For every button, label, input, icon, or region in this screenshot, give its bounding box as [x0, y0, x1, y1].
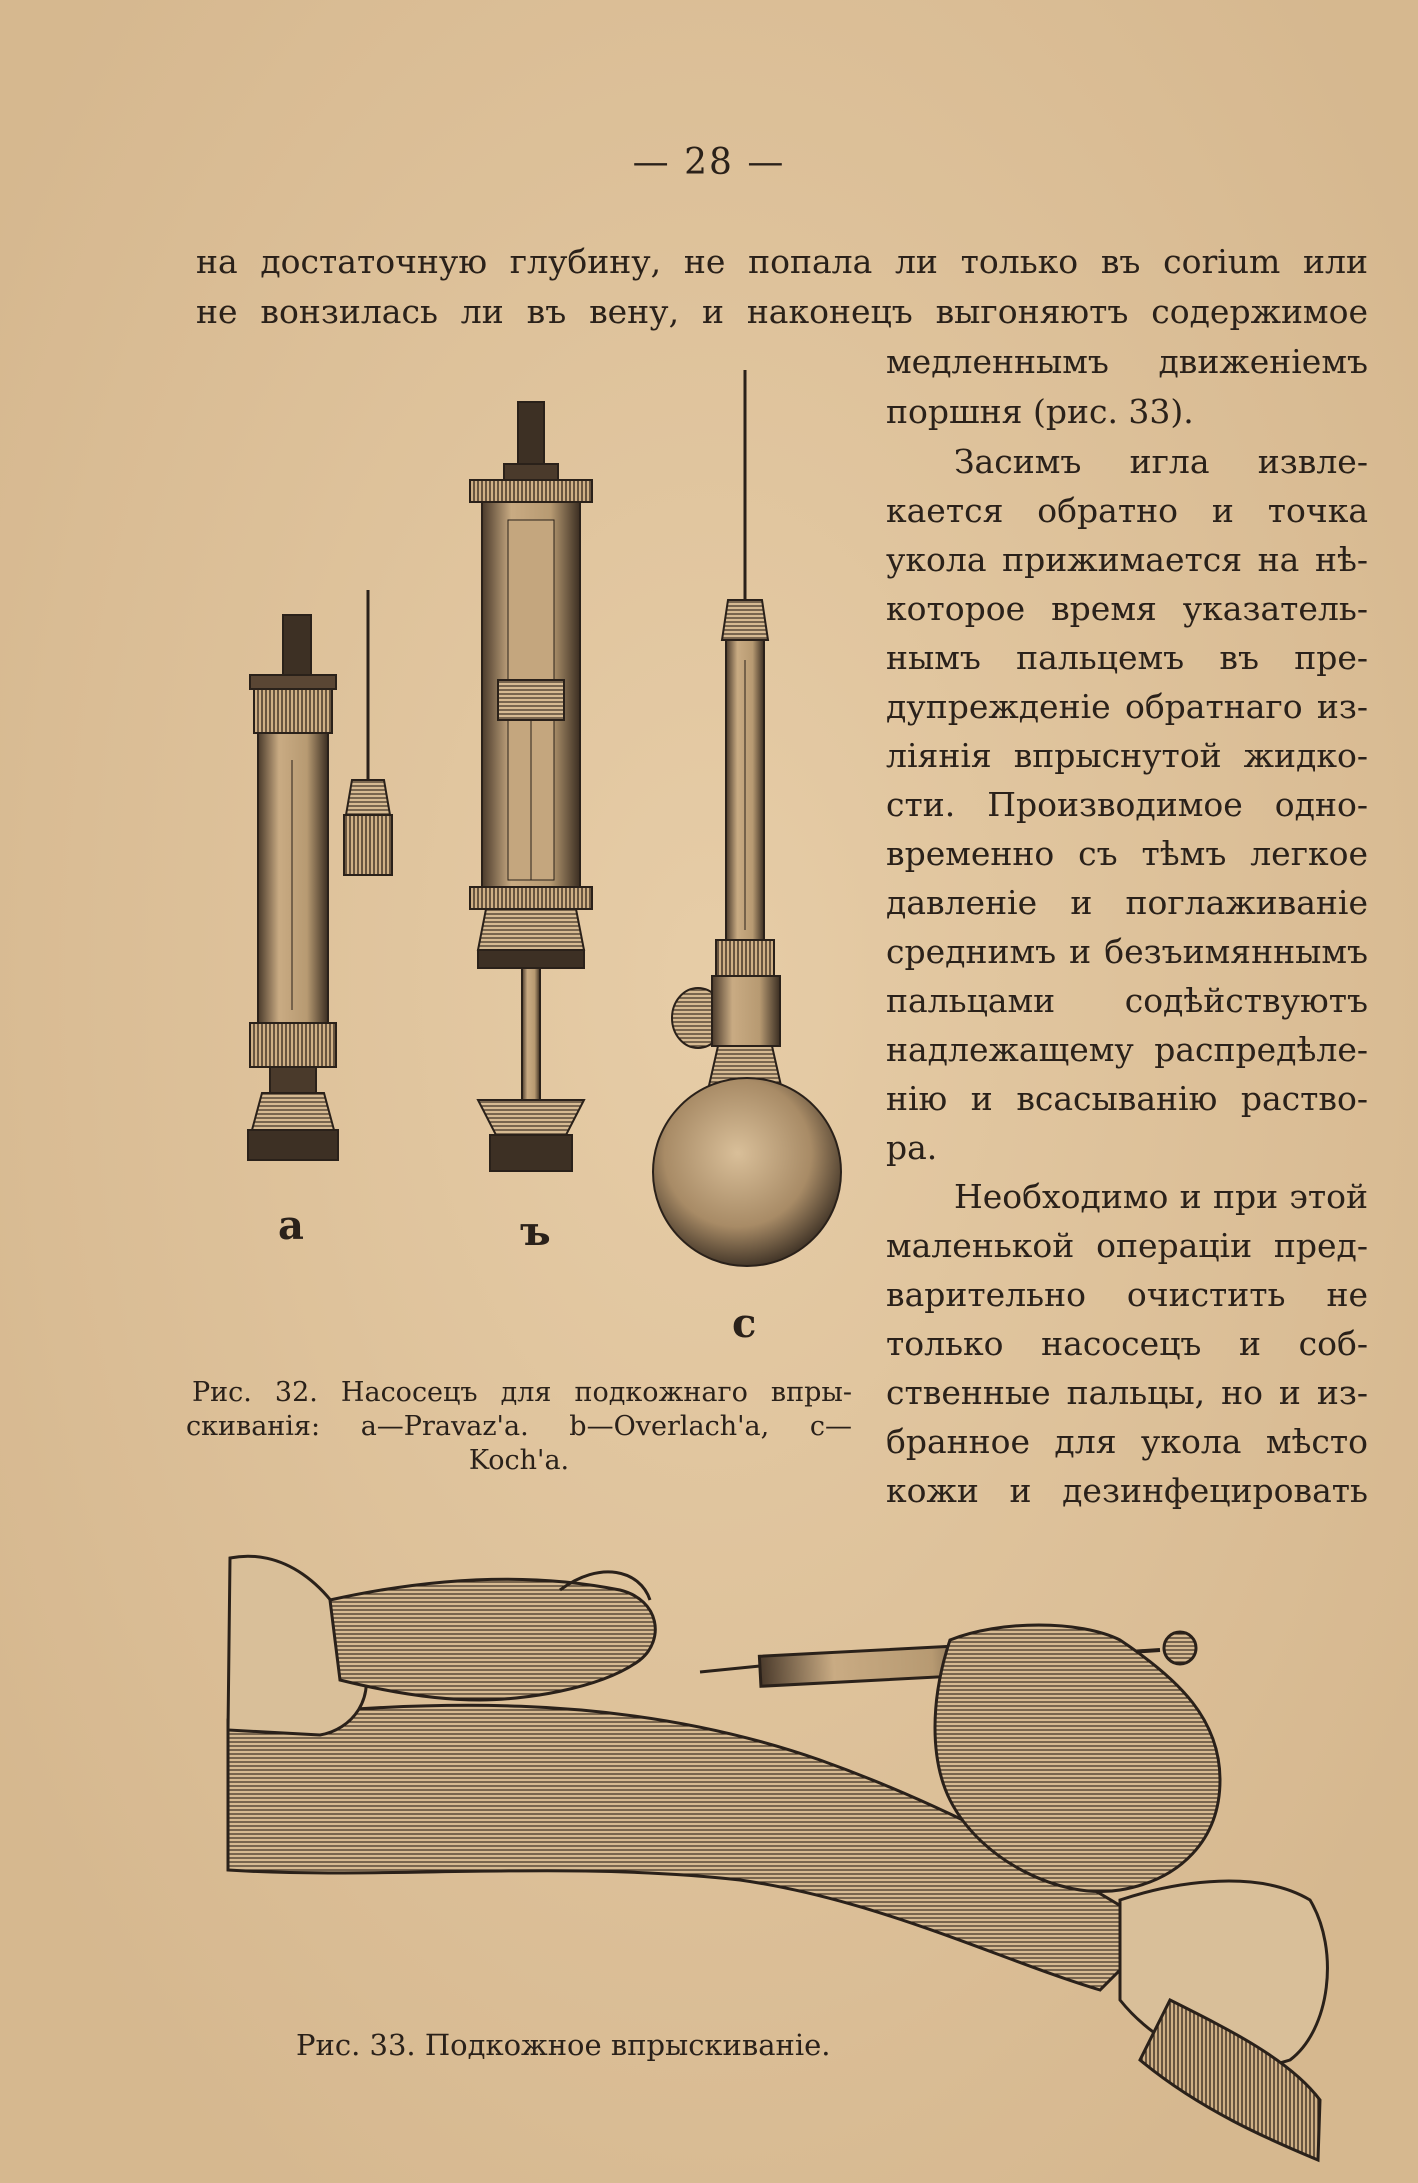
body-text-line: только насосецъ и соб-: [886, 1324, 1368, 1363]
body-text-line: кожи и дезинфецировать: [886, 1471, 1368, 1510]
body-text-line: давленіе и поглаживаніе: [886, 883, 1368, 922]
figure-32-caption-line: Koch'а.: [468, 1445, 570, 1476]
body-text-line: временно съ тѣмъ легкое: [886, 834, 1368, 873]
body-text-line: маленькой операціи пред-: [886, 1226, 1368, 1265]
body-text-line: укола прижимается на нѣ-: [886, 540, 1368, 579]
body-text-line: медленнымъ движеніемъ: [886, 342, 1368, 381]
left-hand: [330, 1579, 655, 1700]
figure-33-caption: Рис. 33. Подкожное впрыскиваніе.: [296, 2028, 831, 2062]
body-text-line: среднимъ и безъимяннымъ: [886, 932, 1368, 971]
body-text-line: ственные пальцы, но и из-: [886, 1373, 1368, 1412]
body-text-line: бранное для укола мѣсто: [886, 1422, 1368, 1461]
figure-32-label-b: ъ: [520, 1208, 551, 1255]
body-text-line: ра.: [886, 1128, 938, 1167]
body-text-line: не вонзилась ли въ вену, и наконецъ выгоняютъ содержимое: [196, 292, 1368, 331]
body-text-line: поршня (рис. 33).: [886, 392, 1194, 431]
figure-32-caption-line: скиванія: а—Pravaz'а. b—Overlach'а, с—: [186, 1411, 852, 1442]
body-text-line: кается обратно и точка: [886, 491, 1368, 530]
page-number: — 28 —: [632, 142, 786, 183]
body-text-line: дупрежденіе обратнаго из-: [886, 687, 1368, 726]
body-text-line: надлежащему распредѣле-: [886, 1030, 1368, 1069]
body-text-line: на достаточную глубину, не попала ли только въ corium или: [196, 242, 1368, 281]
body-text-line: нію и всасыванію раство-: [886, 1079, 1368, 1118]
figure-32-caption-line: Рис. 32. Насосецъ для подкожнаго впры-: [192, 1377, 852, 1408]
figure-32-label-c: c: [732, 1300, 757, 1347]
body-text-line: нымъ пальцемъ въ пре-: [886, 638, 1368, 677]
body-text-line: сти. Производимое одно-: [886, 785, 1368, 824]
body-text-line: варительно очистить не: [886, 1275, 1368, 1314]
body-text-line: Необходимо и при этой: [954, 1177, 1368, 1216]
body-text-line: Засимъ игла извле-: [954, 442, 1368, 481]
figure-32-label-a: a: [278, 1202, 304, 1249]
body-text-line: ліянія впрыснутой жидко-: [886, 736, 1368, 775]
body-text-line: пальцами содѣйствуютъ: [886, 981, 1368, 1020]
body-text-line: которое время указатель-: [886, 589, 1368, 628]
